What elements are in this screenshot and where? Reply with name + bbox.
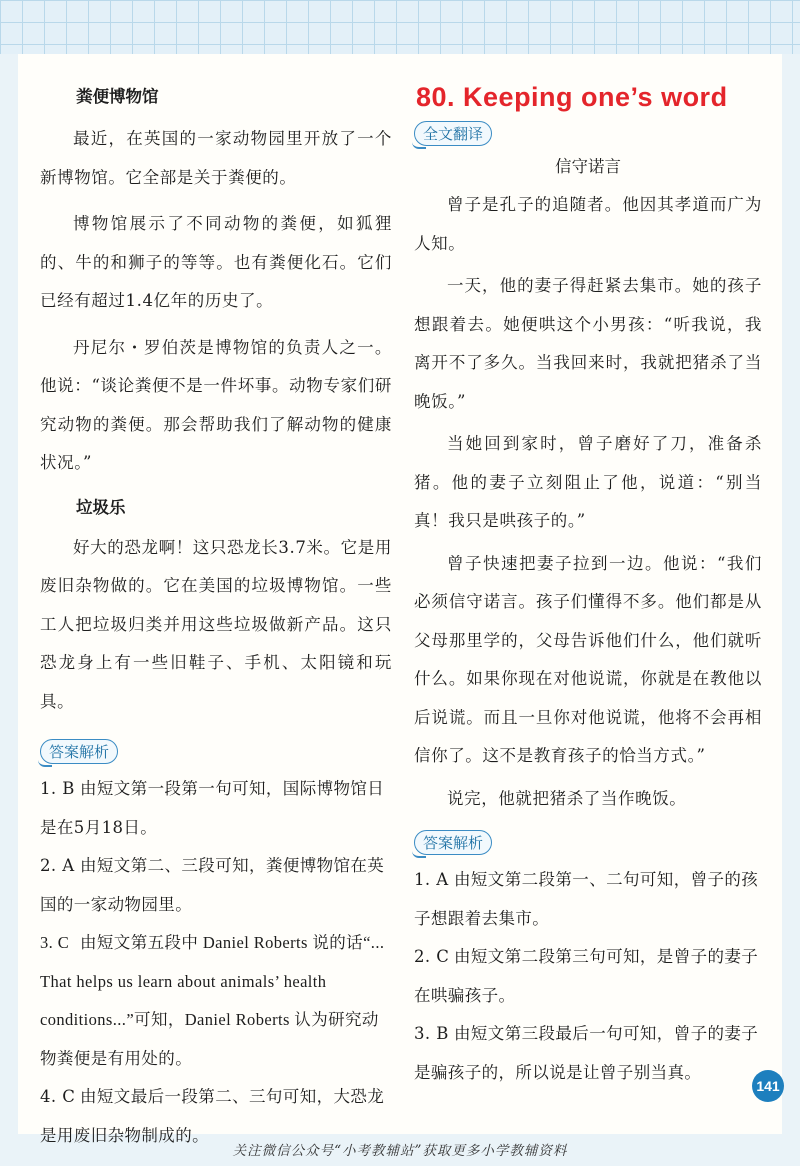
paragraph: 最近，在英国的一家动物园里开放了一个新博物馆。它全部是关于粪便的。 [40, 129, 392, 187]
right-column [414, 54, 762, 1092]
answer-tag: 答案解析 [40, 739, 118, 764]
paragraph: 曾子快速把妻子拉到一边。他说：“我们必须信守诺言。孩子们懂得不多。他们都是从父母那里学的，父母告诉他们什么，他们就听什么。如果你现在对他说谎，你就是在教他以后说谎。而且一旦你对他说谎，他将不会再相信你了。这不是教育孩子的恰当方式。” [414, 553, 762, 765]
answer-item: 2. A 由短文第二、三段可知，粪便博物馆在英国的一家动物园里。 [40, 856, 385, 914]
translation-tag: 全文翻译 [414, 121, 492, 146]
lesson-title: 80. Keeping one’s word [416, 82, 728, 112]
section-heading-museum: 粪便博物馆 [76, 87, 159, 106]
paragraph: 丹尼尔・罗伯茨是博物馆的负责人之一。他说：“谈论粪便不是一件坏事。动物专家们研究动物的粪便。那会帮助我们了解动物的健康状况。” [40, 337, 392, 472]
paragraph: 说完，他就把猪杀了当作晚饭。 [447, 788, 687, 808]
section-heading-junk: 垃圾乐 [76, 497, 126, 517]
left-column [40, 54, 392, 1155]
workbook-page [18, 54, 782, 1145]
story-title: 信守诺言 [555, 157, 621, 176]
answer-item: 3. B 由短文第三段最后一句可知，曾子的妻子是骗孩子的，所以说是让曾子别当真。 [414, 1024, 759, 1082]
answer-list [40, 770, 392, 1155]
answer-item: 3. C 由短文第五段中 Daniel Roberts 说的话“... That helps us learn about animals’ health conditions...”可知，Daniel Roberts 认为研究动物粪便是有用处的。 [40, 933, 385, 1068]
paragraph: 好大的恐龙啊！这只恐龙长3.7米。它是用废旧杂物做的。它在美国的垃圾博物馆。一些工人把垃圾归类并用这些垃圾做新产品。这只恐龙身上有一些旧鞋子、手机、太阳镜和玩具。 [40, 537, 392, 711]
paragraph: 博物馆展示了不同动物的粪便，如狐狸的、牛的和狮子的等等。也有粪便化石。它们已经有超过1.4亿年的历史了。 [40, 214, 392, 310]
answer-list [414, 861, 762, 1092]
answer-item: 1. A 由短文第二段第一、二句可知，曾子的孩子想跟着去集市。 [414, 870, 759, 928]
paragraph: 曾子是孔子的追随者。他因其孝道而广为人知。 [414, 195, 762, 253]
answer-item: 1. B 由短文第一段第一句可知，国际博物馆日是在5月18日。 [40, 779, 385, 837]
page-number-badge: 141 [752, 1070, 784, 1102]
paragraph: 当她回到家时，曾子磨好了刀，准备杀猪。他的妻子立刻阻止了他，说道：“别当真！我只是哄孩子的。” [414, 434, 762, 530]
answer-item: 2. C 由短文第二段第三句可知，是曾子的妻子在哄骗孩子。 [414, 947, 759, 1005]
grid-header-band [0, 0, 800, 54]
paragraph: 一天，他的妻子得赶紧去集市。她的孩子想跟着去。她便哄这个小男孩：“听我说，我离开不了多久。当我回来时，我就把猪杀了当晚饭。” [414, 276, 762, 411]
answer-item: 4. C 由短文最后一段第二、三句可知，大恐龙是用废旧杂物制成的。 [40, 1087, 385, 1145]
footer-watermark: 关注微信公众号“小考教辅站”获取更多小学教辅资料 [232, 1143, 568, 1159]
answer-tag: 答案解析 [414, 830, 492, 855]
